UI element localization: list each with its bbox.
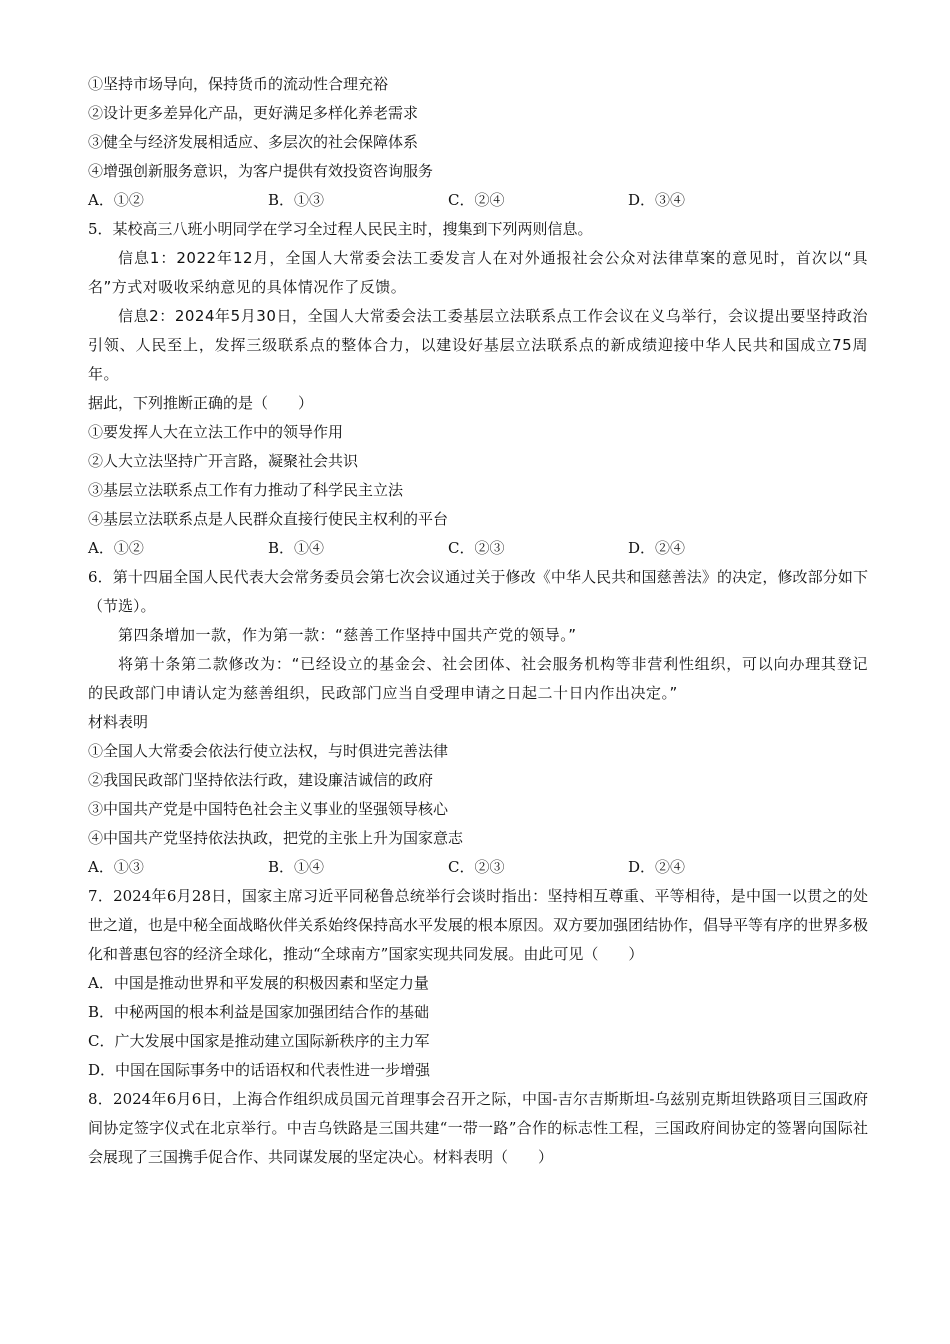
- q6-item-2: ②我国民政部门坚持依法行政，建设廉洁诚信的政府: [88, 771, 434, 789]
- q5-option-d: D．②④: [628, 539, 686, 557]
- q6-options: [88, 853, 868, 882]
- q5-option-c: C．②③: [448, 539, 505, 557]
- q5-item-3: ③基层立法联系点工作有力推动了科学民主立法: [88, 481, 404, 499]
- q6-option-b: B．①④: [268, 858, 325, 876]
- q5-option-b: B．①④: [268, 539, 325, 557]
- q8-stem: 8．2024年6月6日，上海合作组织成员国元首理事会召开之际，中国-吉尔吉斯斯坦-乌兹别克斯坦铁路项目三国政府间协定签字仪式在北京举行。中吉乌铁路是三国共建“一带一路”合作的标志性工程，三国政府间协定的签署向国际社会展现了三国携手促合作、共同谋发展的坚定决心。材料表明（ ）: [88, 1090, 868, 1166]
- q5-info-1: 信息1：2022年12月，全国人大常委会法工委发言人在对外通报社会公众对法律草案的意见时，首次以“具名”方式对吸收采纳意见的具体情况作了反馈。: [88, 249, 868, 296]
- q5-question: 据此，下列推断正确的是（ ）: [88, 394, 314, 412]
- q5-options: [88, 534, 868, 563]
- q5-item-4: ④基层立法联系点是人民群众直接行使民主权利的平台: [88, 510, 449, 528]
- q6-item-3: ③中国共产党是中国特色社会主义事业的坚强领导核心: [88, 800, 449, 818]
- q6-stem: 6．第十四届全国人民代表大会常务委员会第七次会议通过关于修改《中华人民共和国慈善法》的决定，修改部分如下（节选）。: [88, 568, 868, 615]
- q4-option-a: A．①②: [88, 191, 144, 209]
- q4-item-4: ④增强创新服务意识，为客户提供有效投资咨询服务: [88, 162, 434, 180]
- q6-quote-1: 第四条增加一款，作为第一款：“慈善工作坚持中国共产党的领导。”: [118, 626, 577, 644]
- q6-item-4: ④中国共产党坚持依法执政，把党的主张上升为国家意志: [88, 829, 464, 847]
- q4-option-c: C．②④: [448, 191, 505, 209]
- q5-info-2: 信息2：2024年5月30日，全国人大常委会法工委基层立法联系点工作会议在义乌举行，会议提出要坚持政治引领、人民至上，发挥三级联系点的整体合力，以建设好基层立法联系点的新成绩迎接中华人民共和国成立75周年。: [88, 307, 868, 383]
- q7-option-d: D．中国在国际事务中的话语权和代表性进一步增强: [88, 1061, 431, 1079]
- q5-item-2: ②人大立法坚持广开言路，凝聚社会共识: [88, 452, 359, 470]
- q5-stem: 5．某校高三八班小明同学在学习全过程人民民主时，搜集到下列两则信息。: [88, 220, 593, 238]
- q4-item-2: ②设计更多差异化产品，更好满足多样化养老需求: [88, 104, 419, 122]
- q7-option-b: B．中秘两国的根本利益是国家加强团结合作的基础: [88, 1003, 430, 1021]
- q6-quote-2: 将第十条第二款修改为：“已经设立的基金会、社会团体、社会服务机构等非营利性组织，可以向办理其登记的民政部门申请认定为慈善组织，民政部门应当自受理申请之日起二十日内作出决定。”: [88, 655, 868, 702]
- q7-stem: 7．2024年6月28日，国家主席习近平同秘鲁总统举行会谈时指出：坚持相互尊重、平等相待，是中国一以贯之的处世之道，也是中秘全面战略伙伴关系始终保持高水平发展的根本原因。双方要加强团结协作，倡导平等有序的世界多极化和普惠包容的经济全球化，推动“全球南方”国家实现共同发展。由此可见（ ）: [88, 887, 869, 963]
- q7-option-a: A．中国是推动世界和平发展的积极因素和坚定力量: [88, 974, 429, 992]
- q6-option-d: D．②④: [628, 858, 686, 876]
- q7-option-c: C．广大发展中国家是推动建立国际新秩序的主力军: [88, 1032, 430, 1050]
- q4-option-b: B．①③: [268, 191, 325, 209]
- q4-options: [88, 186, 868, 215]
- q4-option-d: D．③④: [628, 191, 686, 209]
- q5-item-1: ①要发挥人大在立法工作中的领导作用: [88, 423, 344, 441]
- q4-item-3: ③健全与经济发展相适应、多层次的社会保障体系: [88, 133, 419, 151]
- q4-item-1: ①坚持市场导向，保持货币的流动性合理充裕: [88, 75, 389, 93]
- q6-option-c: C．②③: [448, 858, 505, 876]
- q6-question: 材料表明: [88, 713, 149, 731]
- q6-item-1: ①全国人大常委会依法行使立法权，与时俱进完善法律: [88, 742, 449, 760]
- exam-page: [88, 70, 868, 1172]
- q5-option-a: A．①②: [88, 539, 144, 557]
- q6-option-a: A．①③: [88, 858, 144, 876]
